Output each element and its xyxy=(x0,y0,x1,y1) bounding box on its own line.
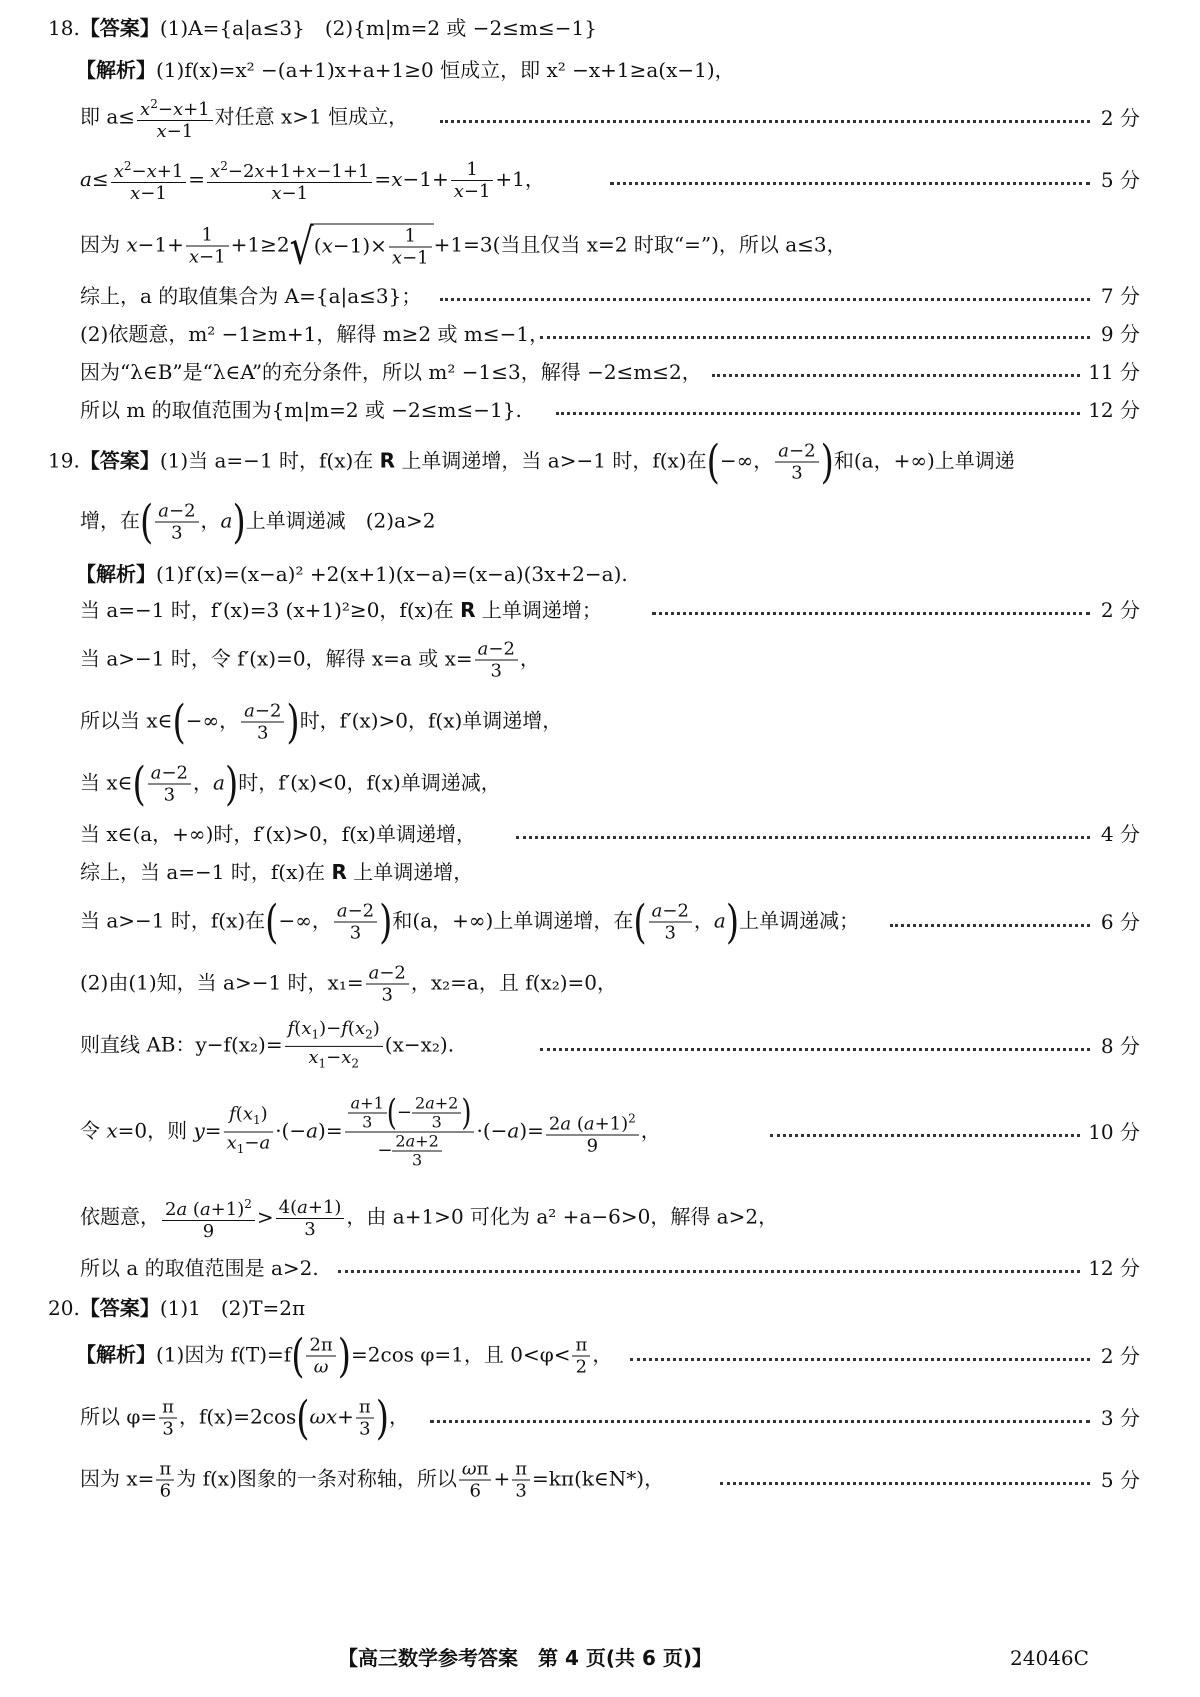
q19-slope-fraction: $\frac{f(x_1)-f(x_2)}{x_1-x_2}$ xyxy=(285,1018,383,1074)
q19-l4-a: 所以当 x∈ xyxy=(80,708,173,733)
q19-l5-a: 当 x∈ xyxy=(80,770,133,795)
q19-analysis-line-5 xyxy=(80,757,501,811)
dot-leader xyxy=(890,924,1090,927)
q18-answer-line xyxy=(48,15,597,41)
q19-condition: $\frac{2a (a+1)^2}{9}$ > $\frac{4(a+1)}{3}$ xyxy=(160,1205,346,1229)
dot-leader xyxy=(440,120,1090,123)
q19-fraction: $\frac{a-2}{3}$ xyxy=(366,963,409,1006)
score-label: 7 分 xyxy=(1100,284,1140,308)
q19-analysis-line-12 xyxy=(80,1194,778,1242)
score-label: 3 分 xyxy=(1100,1406,1140,1430)
q18-analysis-tag: 【解析】 xyxy=(76,58,156,82)
q19-ans2-b: 上单调递减 (2)a>2 xyxy=(245,508,436,533)
q19-answer-line-2 xyxy=(80,495,436,549)
q18-number: 18. xyxy=(48,16,80,40)
q19-interval: (−∞， $\frac{a-2}{3}$ ) xyxy=(265,895,393,949)
q20-analysis-line-1: 【解析】(1)因为 f(T)=f( $\frac{2\pi}{\omega}$ )=2cos φ=1，且 0<φ< $\frac{\pi}{2}$ ， xyxy=(76,1329,613,1383)
dot-leader xyxy=(440,298,1090,301)
q20-cos-arg: (ωx+ $\frac{\pi}{3}$ ) xyxy=(296,1391,389,1445)
q19-l5-b: 时，f′(x)<0，f(x)单调递减， xyxy=(238,770,501,795)
q19-analysis-line-3: 当 a>−1 时，令 f′(x)=0，解得 x=a 或 x= $\frac{a-2}{3}$ ， xyxy=(80,638,540,682)
q19-l10-b: (x−x₂). xyxy=(384,1032,455,1057)
q19-interval-2: ( $\frac{a-2}{3}$ ，a) xyxy=(140,495,246,549)
dot-leader xyxy=(770,1134,1080,1137)
q19-analysis-line-7 xyxy=(80,859,473,885)
q19-analysis-line-2 xyxy=(80,597,602,623)
q20-l1-a: (1)因为 f(T)=f xyxy=(156,1342,292,1367)
q18-analysis-line-2 xyxy=(80,94,408,142)
q19-l2-a: 当 a=−1 时，f′(x)=3 (x+1)²≥0，f(x)在 xyxy=(80,598,454,622)
q19-l8-a: 当 a>−1 时，f(x)在 xyxy=(80,908,266,933)
q19-ans-d: 和(a，+∞)上单调递 xyxy=(833,448,1015,473)
q19-l7-real-set: R xyxy=(331,860,347,884)
q19-l7-c: 上单调递增， xyxy=(353,860,474,884)
dot-leader xyxy=(540,1048,1090,1051)
dot-leader xyxy=(610,182,1090,185)
score-label: 8 分 xyxy=(1100,1034,1140,1058)
q18-l4-tail: +1=3(当且仅当 x=2 时取“=”)，所以 a≤3， xyxy=(433,232,847,257)
score-label: 12 分 xyxy=(1088,1256,1140,1280)
q19-fraction: $\frac{a-2}{3}$ xyxy=(475,639,518,682)
q19-l1-text: (1)f′(x)=(x−a)² +2(x+1)(x−a)=(x−a)(3x+2−a). xyxy=(156,562,628,586)
q19-l7-a: 综上，当 a=−1 时，f(x)在 xyxy=(80,860,326,884)
q20-analysis-line-3 xyxy=(80,1459,664,1502)
q20-period-arg: ( $\frac{2\pi}{\omega}$ ) xyxy=(291,1329,352,1383)
q20-answer-line xyxy=(48,1295,305,1321)
page-footer-code: 24046C xyxy=(1010,1646,1089,1670)
q18-inequality: 因为 x−1+ $\frac{1}{x-1}$ +1≥2√(x−1)× $\frac{1}{x-1}$ xyxy=(80,233,434,257)
q19-analysis-line-8 xyxy=(80,895,860,949)
q19-analysis-line-4 xyxy=(80,695,563,749)
q18-analysis-line-4 xyxy=(80,217,847,275)
score-label: 2 分 xyxy=(1100,598,1140,622)
q18-fraction-1: $\frac{x^2-x+1}{x-1}$ xyxy=(137,94,213,142)
q18-analysis-line-5: 综上，a 的取值集合为 A={a|a≤3}； xyxy=(80,284,422,308)
q20-axis-equation: $\frac{\omega\pi}{6}$ + $\frac{\pi}{3}$ xyxy=(457,1467,532,1491)
q19-l2-c: 上单调递增； xyxy=(481,598,602,622)
q19-l12-b: ，由 a+1>0 可化为 a² +a−6>0，解得 a>2， xyxy=(346,1204,779,1229)
q19-ans-real-set: R xyxy=(379,448,396,473)
score-label: 5 分 xyxy=(1100,168,1140,192)
q18-analysis-line-8: 所以 m 的取值范围为{m|m=2 或 −2≤m≤−1}. xyxy=(80,398,522,422)
q18-l2-pre: 即 a≤ xyxy=(80,104,136,129)
q19-l3-text: 当 a>−1 时，令 f′(x)=0，解得 x=a 或 x= xyxy=(80,646,473,671)
dot-leader xyxy=(712,374,1080,377)
q20-number: 20. xyxy=(48,1296,80,1320)
q19-l10-a: 则直线 AB：y−f(x₂)= xyxy=(80,1032,283,1057)
dot-leader xyxy=(430,1420,1090,1423)
dot-leader xyxy=(338,1270,1080,1273)
q18-l2-post: 对任意 x>1 恒成立， xyxy=(214,104,409,129)
score-label: 11 分 xyxy=(1088,360,1140,384)
q20-answer-tag: 【答案】 xyxy=(79,1296,160,1320)
q18-analysis-line-3 xyxy=(80,156,545,204)
dot-leader xyxy=(720,1482,1090,1485)
q19-intercept-equation: 令 x=0，则 y= $\frac{f(x_1)}{x_1-a}$ ·(−a)= $\frac{a+1}{3}$ (− $\frac{2a+2}{3}$ ) − $\frac{2a+2}{3}$ ·(−a)= $\frac{2a (a+1)^2}{9}$ ， xyxy=(80,1092,661,1170)
q18-answer-tag: 【答案】 xyxy=(79,16,160,40)
q20-l3-c: =kπ(k∈N*)， xyxy=(532,1466,665,1491)
q19-l8-c: 上单调递减； xyxy=(739,908,860,933)
q20-pi-half: $\frac{\pi}{2}$ xyxy=(572,1335,590,1378)
q19-l12-a: 依题意， xyxy=(80,1204,160,1229)
q20-analysis-tag: 【解析】 xyxy=(76,1342,156,1367)
dot-leader xyxy=(540,336,1090,339)
q18-analysis-line-6: (2)依题意，m² −1≥m+1，解得 m≥2 或 m≤−1， xyxy=(80,322,550,346)
dot-leader xyxy=(516,836,1090,839)
q19-l9-a: (2)由(1)知，当 a>−1 时，x₁= xyxy=(80,970,364,995)
q19-interval: (−∞， $\frac{a-2}{3}$ ) xyxy=(172,695,300,749)
q19-ans2-a: 增，在 xyxy=(80,508,140,533)
q19-l2-real-set: R xyxy=(460,598,476,622)
q20-l3-a: 因为 x= xyxy=(80,1466,155,1491)
q19-analysis-line-1 xyxy=(76,561,628,587)
q19-l4-b: 时，f′(x)>0，f(x)单调递增， xyxy=(299,708,563,733)
score-label: 4 分 xyxy=(1100,822,1140,846)
q20-l2-a: 所以 φ= xyxy=(80,1404,158,1429)
q19-l8-b: 和(a，+∞)上单调递增，在 xyxy=(392,908,634,933)
q19-analysis-line-10 xyxy=(80,1018,454,1074)
q18-analysis-line-7: 因为“λ∈B”是“λ∈A”的充分条件，所以 m² −1≤3，解得 −2≤m≤2， xyxy=(80,360,702,384)
score-label: 9 分 xyxy=(1100,322,1140,346)
dot-leader xyxy=(630,1358,1090,1361)
q20-answer-body: (1)1 (2)T=2π xyxy=(159,1296,306,1320)
q19-ans-c: 上单调递增，当 a>−1 时，f(x)在 xyxy=(401,448,707,473)
q20-analysis-line-2: 所以 φ= $\frac{\pi}{3}$ ，f(x)=2cos(ωx+ $\frac{\pi}{3}$ )， xyxy=(80,1391,409,1445)
dot-leader xyxy=(556,412,1080,415)
q19-number: 19. xyxy=(48,448,80,473)
q18-equation-chain: a≤ $\frac{x^2-x+1}{x-1}$ = $\frac{x^2-2x+1+x-1+1}{x-1}$ =x−1+ $\frac{1}{x-1}$ +1， xyxy=(80,167,545,191)
q20-pi-third: $\frac{\pi}{3}$ xyxy=(159,1397,177,1440)
q18-l1-text: (1)f(x)=x² −(a+1)x+a+1≥0 恒成立，即 x² −x+1≥a(x−1)， xyxy=(156,58,735,82)
score-label: 6 分 xyxy=(1100,910,1140,934)
q19-analysis-line-13: 所以 a 的取值范围是 a>2. xyxy=(80,1256,319,1280)
q20-pi-sixth: $\frac{\pi}{6}$ xyxy=(156,1459,174,1502)
q19-ans-a: (1)当 a=−1 时，f(x)在 xyxy=(159,448,374,473)
score-label: 5 分 xyxy=(1100,1468,1140,1492)
q20-l1-b: =2cos φ=1，且 0<φ< xyxy=(351,1342,571,1367)
dot-leader xyxy=(652,612,1090,615)
q19-analysis-line-9 xyxy=(80,963,617,1006)
page-footer-title: 【高三数学参考答案 第 4 页(共 6 页)】 xyxy=(338,1646,712,1670)
q19-l9-b: ，x₂=a，且 f(x₂)=0， xyxy=(410,970,617,995)
q19-interval: ( $\frac{a-2}{3}$ ，a) xyxy=(132,757,239,811)
q20-l3-b: 为 f(x)图象的一条对称轴，所以 xyxy=(176,1466,457,1491)
q18-analysis-line-1 xyxy=(76,57,735,83)
score-label: 10 分 xyxy=(1088,1120,1140,1144)
q20-l2-b: ，f(x)=2cos xyxy=(178,1404,297,1429)
q19-analysis-tag: 【解析】 xyxy=(76,562,156,586)
q19-answer-tag: 【答案】 xyxy=(79,448,160,473)
q19-interval-1: (−∞， $\frac{a-2}{3}$ ) xyxy=(706,435,834,489)
q19-analysis-line-11 xyxy=(80,1092,661,1170)
q18-answer-body: (1)A={a|a≤3} (2){m|m=2 或 −2≤m≤−1} xyxy=(159,16,597,40)
q19-answer-line-1 xyxy=(48,435,1015,489)
q19-interval: ( $\frac{a-2}{3}$ ，a) xyxy=(633,895,740,949)
score-label: 2 分 xyxy=(1100,1344,1140,1368)
q19-analysis-line-6: 当 x∈(a，+∞)时，f′(x)>0，f(x)单调递增， xyxy=(80,822,476,846)
score-label: 2 分 xyxy=(1100,106,1140,130)
score-label: 12 分 xyxy=(1088,398,1140,422)
